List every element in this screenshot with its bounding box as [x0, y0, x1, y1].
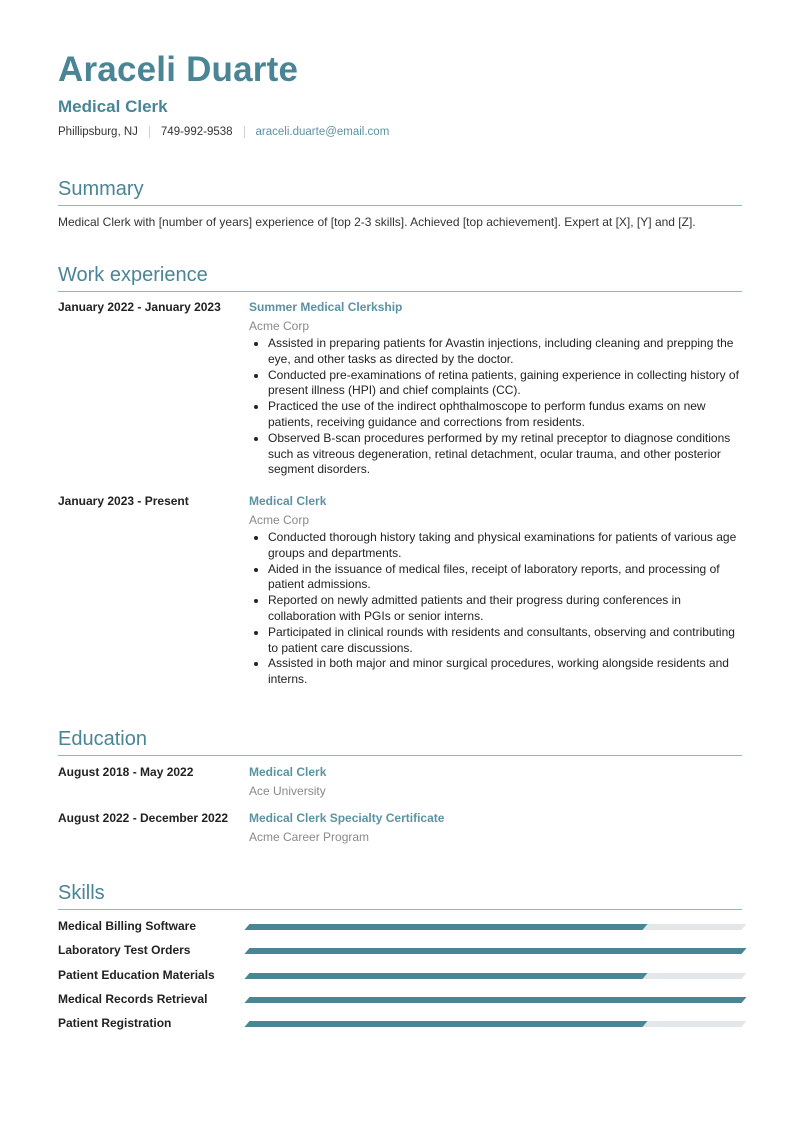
- summary-heading: Summary: [58, 176, 742, 206]
- bullet-item: • Conducted pre-examinations of retina patients, gaining experience in collecting history of present illness (HPI) and chief complaints (CC).: [268, 368, 742, 400]
- entry-title: Medical Clerk: [249, 494, 327, 508]
- skill-level-bar: [244, 973, 746, 979]
- bullet-item: • Assisted in both major and minor surgical procedures, working alongside residents and interns.: [268, 656, 742, 688]
- skill-row: [58, 918, 744, 934]
- entry-body: [249, 493, 742, 688]
- candidate-role: Medical Clerk: [58, 97, 168, 116]
- work-experience-heading: Work experience: [58, 262, 742, 292]
- skill-row: [58, 967, 744, 983]
- skill-row: [58, 991, 744, 1007]
- email-link[interactable]: araceli.duarte@email.com: [255, 126, 390, 138]
- bullet-item: • Practiced the use of the indirect ophthalmoscope to perform fundus exams on new patients, receiving guidance and corrections from residents.: [268, 399, 742, 431]
- skill-level-fill: [244, 948, 746, 954]
- skill-level-bar: [244, 1021, 746, 1027]
- bullet-item: • Assisted in preparing patients for Avastin injections, including cleaning and prepping the eye, and other tasks as directed by the doctor.: [268, 336, 742, 368]
- entry-organization: Ace University: [249, 784, 326, 798]
- bullet-item: • Observed B-scan procedures performed by my retinal preceptor to diagnose conditions such as vitreous degeneration, retinal detachment, ocular trauma, and other posterior segment disorders.: [268, 431, 742, 478]
- entry-dates: January 2022 - January 2023: [58, 300, 221, 314]
- entry-title: Summer Medical Clerkship: [249, 300, 403, 314]
- entry-dates: August 2018 - May 2022: [58, 765, 194, 779]
- entry-organization: Acme Corp: [249, 319, 310, 333]
- entry-body: [249, 810, 742, 845]
- skill-level-fill: [244, 1021, 647, 1027]
- skill-level-fill: [244, 924, 647, 930]
- skill-row: [58, 942, 744, 958]
- skill-level-bar: [244, 997, 746, 1003]
- education-heading: Education: [58, 726, 742, 756]
- skill-name: Patient Registration: [58, 1016, 172, 1030]
- entry-organization: Acme Corp: [249, 513, 310, 527]
- summary-text: Medical Clerk with [number of years] experience of [top 2-3 skills]. Achieved [top achievement]. Expert at [X], [Y] and [Z].: [58, 215, 696, 229]
- entry-organization: Acme Career Program: [249, 830, 370, 844]
- skills-heading: Skills: [58, 880, 742, 910]
- bullet-item: • Participated in clinical rounds with residents and consultants, observing and contributing to patient care discussions.: [268, 625, 742, 657]
- skill-row: [58, 1015, 744, 1031]
- contact-divider: [244, 126, 245, 138]
- skill-name: Medical Records Retrieval: [58, 992, 208, 1006]
- bullet-item: • Reported on newly admitted patients and their progress during conferences in collaboration with PGIs or senior interns.: [268, 593, 742, 625]
- contact-line: [58, 124, 389, 140]
- entry-body: [249, 764, 742, 799]
- skill-name: Laboratory Test Orders: [58, 943, 191, 957]
- skill-name: Patient Education Materials: [58, 968, 215, 982]
- phone-text: 749-992-9538: [160, 126, 233, 138]
- bullet-item: • Aided in the issuance of medical files, receipt of laboratory reports, and processing of patient admissions.: [268, 562, 742, 594]
- location-text: Phillipsburg, NJ: [58, 126, 138, 138]
- candidate-name: Araceli Duarte: [58, 50, 299, 89]
- entry-bullets: [249, 530, 742, 688]
- skill-level-fill: [244, 997, 746, 1003]
- bullet-item: • Conducted thorough history taking and physical examinations for patients of various age groups and departments.: [268, 530, 742, 562]
- entry-dates: January 2023 - Present: [58, 494, 189, 508]
- entry-body: [249, 299, 742, 478]
- entry-dates: August 2022 - December 2022: [58, 811, 229, 825]
- skill-level-bar: [244, 924, 746, 930]
- entry-bullets: [249, 336, 742, 478]
- entry-title: Medical Clerk Specialty Certificate: [249, 811, 445, 825]
- skill-name: Medical Billing Software: [58, 919, 197, 933]
- skill-level-fill: [244, 973, 647, 979]
- skill-level-bar: [244, 948, 746, 954]
- entry-title: Medical Clerk: [249, 765, 327, 779]
- contact-divider: [149, 126, 150, 138]
